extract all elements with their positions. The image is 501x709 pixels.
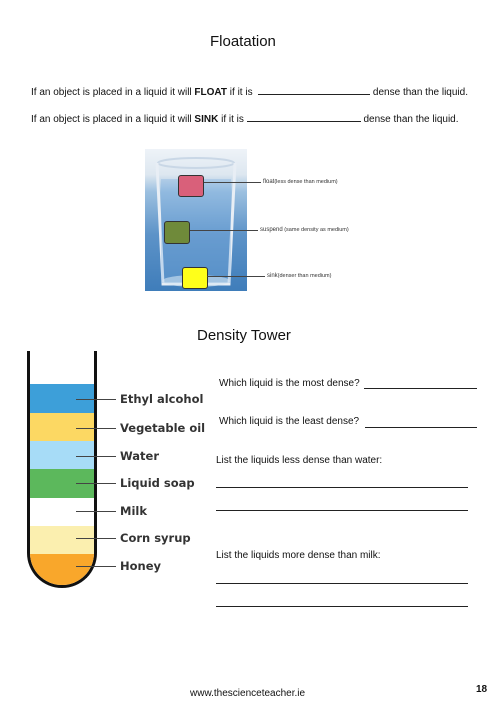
question-most-dense: Which liquid is the most dense? — [219, 378, 360, 389]
layer-tick — [76, 483, 116, 484]
answer-line-least-dense[interactable] — [365, 427, 477, 428]
sink-label — [267, 273, 331, 279]
layer-tick — [76, 566, 116, 567]
suspend-label-note: (same density as medium) — [284, 227, 349, 233]
float-keyword: FLOAT — [194, 87, 228, 98]
answer-line-most-dense[interactable] — [364, 388, 477, 389]
sink-label-note: (denser than medium) — [277, 273, 332, 279]
test-tube — [27, 351, 97, 588]
sink-sentence-prefix: If an object is placed in a liquid it will — [31, 114, 195, 125]
sink-keyword: SINK — [194, 114, 219, 125]
layer-tick — [76, 538, 116, 539]
sink-sentence — [31, 112, 459, 125]
float-pointer-line — [204, 182, 261, 183]
layer-tick — [76, 399, 116, 400]
suspend-cube — [164, 221, 190, 244]
question-least-dense: Which liquid is the least dense? — [219, 416, 360, 427]
layer-label-honey: Honey — [120, 559, 162, 573]
float-sentence-suffix: dense than the liquid. — [370, 87, 468, 98]
suspend-label-word: suspend — [260, 227, 283, 233]
tube-layer-milk — [30, 498, 94, 526]
footer-url: www.thescienceteacher.ie — [190, 688, 306, 699]
layer-label-corn-syrup: Corn syrup — [120, 531, 191, 545]
sink-sentence-mid: if it is — [218, 114, 247, 125]
float-cube — [178, 175, 204, 197]
layer-label-water: Water — [120, 449, 160, 463]
float-label-word: float — [263, 179, 275, 185]
layer-label-liquid-soap: Liquid soap — [120, 476, 195, 490]
float-sentence-prefix: If an object is placed in a liquid it will — [31, 87, 195, 98]
float-answer-blank[interactable] — [258, 85, 370, 95]
suspend-label — [260, 227, 349, 233]
tube-layer-honey — [30, 554, 94, 588]
float-sentence — [31, 85, 468, 98]
answer-line-less-than-water-2[interactable] — [216, 510, 468, 511]
sink-label-word: sink — [267, 273, 278, 279]
layer-tick — [76, 428, 116, 429]
layer-label-milk: Milk — [120, 504, 147, 518]
density-tower-title: Density Tower — [197, 327, 291, 344]
suspend-pointer-line — [190, 230, 258, 231]
answer-line-more-than-milk-1[interactable] — [216, 583, 468, 584]
question-less-than-water: List the liquids less dense than water: — [216, 455, 383, 466]
tube-layer-water — [30, 441, 94, 469]
float-label-note: (less dense than medium) — [274, 179, 338, 185]
answer-line-less-than-water-1[interactable] — [216, 487, 468, 488]
question-more-than-milk: List the liquids more dense than milk: — [216, 550, 381, 561]
sink-cube — [182, 267, 208, 289]
answer-line-more-than-milk-2[interactable] — [216, 606, 468, 607]
sink-pointer-line — [207, 276, 265, 277]
float-label — [263, 179, 338, 185]
page-title: Floatation — [210, 33, 276, 50]
sink-sentence-suffix: dense than the liquid. — [360, 114, 459, 125]
float-sentence-mid: if it is — [227, 87, 256, 98]
layer-label-ethyl-alcohol: Ethyl alcohol — [120, 392, 204, 406]
tube-layer-corn-syrup — [30, 526, 94, 554]
tube-layer-vegetable-oil — [30, 413, 94, 441]
glass-illustration — [145, 149, 247, 291]
sink-answer-blank[interactable] — [247, 112, 361, 122]
layer-tick — [76, 511, 116, 512]
page-number: 18 — [476, 684, 488, 695]
layer-label-vegetable-oil: Vegetable oil — [120, 421, 206, 435]
layer-tick — [76, 456, 116, 457]
